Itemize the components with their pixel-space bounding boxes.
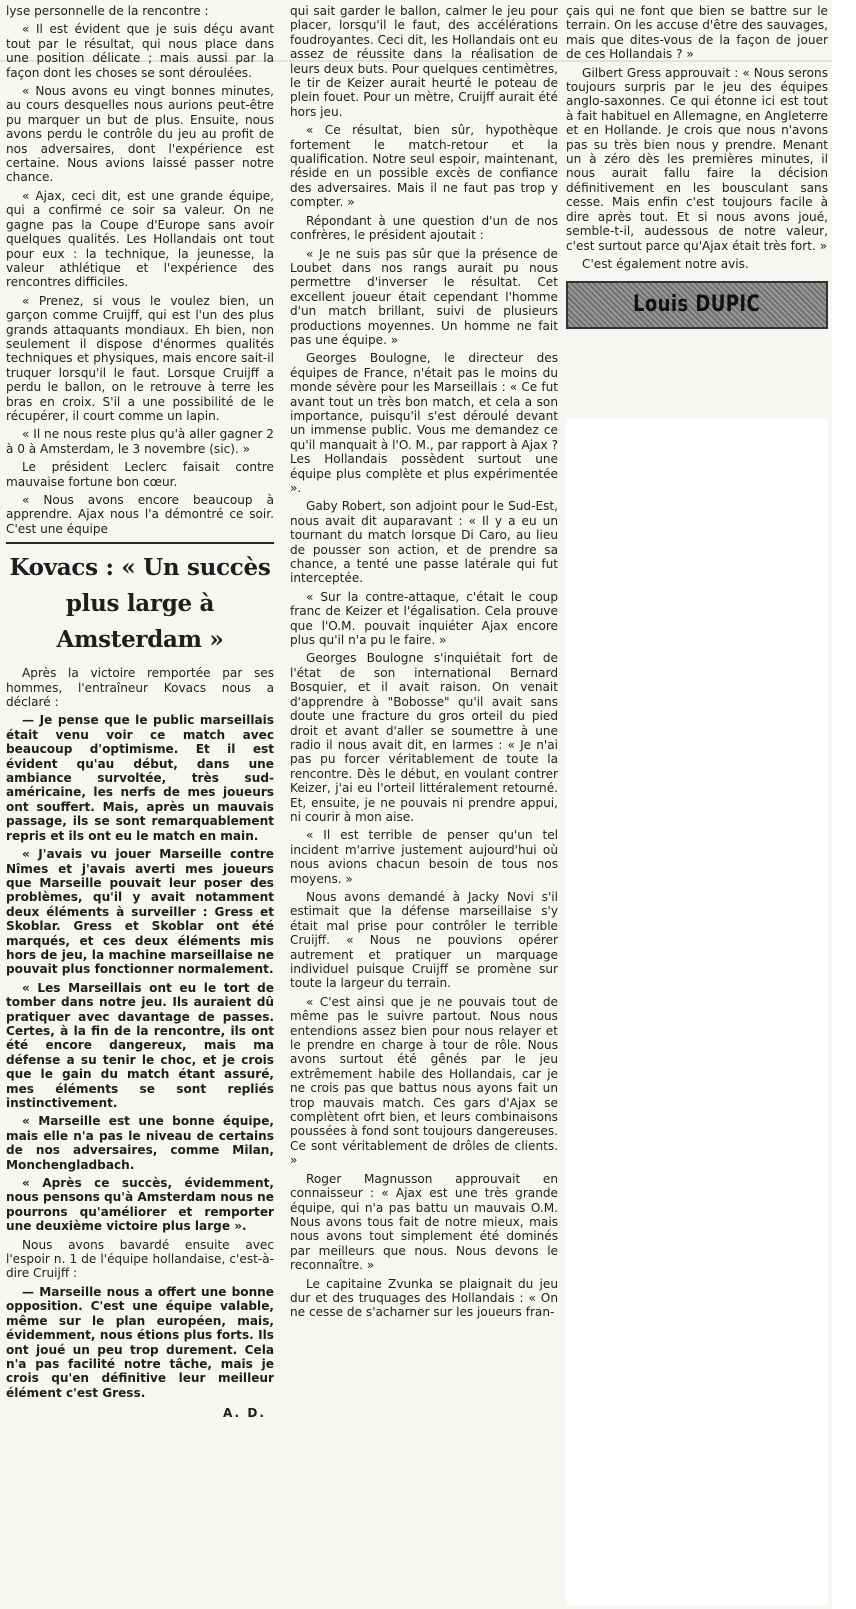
paragraph: Le président Leclerc faisait contre mauvaise fortune bon cœur. <box>6 460 274 489</box>
paragraph: Gaby Robert, son adjoint pour le Sud-Est, nous avait dit auparavant : « Il y a eu un tournant du match lorsque Di Caro, au lieu de pousser son action, et de prendre sa chance, a tenté une passe latérale qui fut interceptée. <box>290 499 558 586</box>
paragraph: « C'est ainsi que je ne pouvais tout de même pas le suivre partout. Nous nous entendions assez bien pour nous relayer et le prendre en charge à tour de rôle. Nous avons surtout été gênés par le jeu extrêmement habile des Hollandais, car je ne crois pas que battus nous ayons fait un trop mauvais match. Ces gars d'Ajax se complètent ofrt bien, et leurs combinaisons poussées à fond sont toujours dangereuses. Ce sont véritablement de drôles de clients. » <box>290 994 558 1168</box>
paragraph: « Sur la contre-attaque, c'était le coup franc de Keizer et l'égalisation. Cela prouve que l'O.M. pouvait inquiéter Ajax encore plus qu'il n'a pu le faire. » <box>290 589 558 648</box>
kovacs-quote <box>6 713 274 1233</box>
column-1 <box>6 4 274 1604</box>
paragraph: « Il est terrible de penser qu'un tel incident m'arrive justement aujourd'hui où nous avions chacun besoin de tous nos moyens. » <box>290 828 558 886</box>
paragraph: « Je ne suis pas sûr que la présence de Loubet dans nos rangs aurait pu nous permettre d'inverser le résultat. Cet excellent joueur était cependant l'homme d'un match brillant, suivi de plusieurs productions moyennes. Un homme ne fait pas une équipe. » <box>290 246 558 347</box>
intro-paragraph: Après la victoire remportée par ses hommes, l'entraîneur Kovacs nous a déclaré : <box>6 666 274 710</box>
paragraph: — Je pense que le public marseillais était venu voir ce match avec beaucoup d'optimisme. Et il est évident qu'au début, dans une ambiance survoltée, très sud-américaine, les nerfs de mes joueurs ont souffert. Mais, après un mauvais passage, ils se sont remarquablement repris et ils ont eu le match en main. <box>6 713 274 843</box>
paragraph: « Ajax, ceci dit, est une grande équipe, qui a confirmé ce soir sa valeur. On ne gagne pas la Coupe d'Europe sans avoir quelques qualités. Les Hollandais ont tout pour eux : la technique, la jeunesse, la valeur athlétique et l'expérience des rencontres difficiles. <box>6 188 274 290</box>
paragraph: Gilbert Gress approuvait : « Nous serons toujours surpris par le jeu des équipes anglo-saxonnes. Ce qui étonne ici est tout à fait habituel en Allemagne, en Angleterre et en Hollande. Je crois que nous n'avons pas su très bien nous y prendre. Menant un à zéro dès les premières minutes, il nous aurait fallu faire la décision définitivement en les bousculant sans cesse. Mais enfin c'est toujours facile à dire après tout. Et si nous avons joué, semble-t-il, audessous de notre valeur, c'est surtout parce qu'Ajax était très fort. » <box>566 65 828 253</box>
paragraph: C'est également notre avis. <box>582 256 749 271</box>
author-signature-box <box>566 281 828 329</box>
column-2 <box>290 4 558 1609</box>
headline: Kovacs : « Un succès plus large à Amsterdam » <box>9 554 271 654</box>
paragraph: Nous avons bavardé ensuite avec l'espoir n. 1 de l'équipe hollandaise, c'est-à-dire Cruijff : <box>6 1237 274 1281</box>
paragraph: Georges Boulogne, le directeur des équipes de France, n'était pas le moins du monde sévère pour les Marseillais : « Ce fut avant tout un très bon match, et cela a son importance, puisqu'il s'est déroulé devant un immense public. Vous me demandez ce qu'il manquait à l'O. M., par rapport à Ajax ? Les Hollandais possèdent surtout une équipe plus complète et plus expérimentée ». <box>290 351 558 495</box>
paragraph: Le capitaine Zvunka se plaignait du jeu dur et des truquages des Hollandais : « On ne cesse de s'acharner sur les joueurs fran- <box>290 1276 558 1320</box>
page-edge <box>832 0 856 1609</box>
author-name: Louis DUPIC <box>633 292 761 318</box>
column-3 <box>566 4 828 414</box>
paragraph: — Marseille nous a offert une bonne opposition. C'est une équipe valable, même sur le plan européen, mais, évidemment, nous étions plus forts. Ils ont joué un peu trop durement. Cela n'a pas facilité notre tâche, mais je crois qu'en définitive leur meilleur élément c'est Gress. <box>6 1284 274 1400</box>
paragraph: qui sait garder le ballon, calmer le jeu pour placer, lorsqu'il le faut, des accélérations foudroyantes. Ceci dit, les Hollandais ont eu assez de réussite dans la réalisation de leurs deux buts. Pour quelques centimètres, le tir de Keizer aurait heurté le poteau de plein fouet. Pour un mètre, Cruijff aurait été hors jeu. <box>290 4 558 119</box>
paragraph: « Nous avons encore beaucoup à apprendre. Ajax nous l'a démontré ce soir. C'est une équipe <box>6 493 274 536</box>
paragraph: çais qui ne font que bien se battre sur le terrain. On les accuse d'être des sauvages, mais que dites-vous de la façon de jouer de ces Hollandais ? » <box>566 4 828 62</box>
paragraph: « Il est évident que je suis déçu avant tout par le résultat, qui nous place dans une position délicate ; mais aussi par la façon dont les choses se sont déroulées. <box>6 22 274 80</box>
paragraph: « Il ne nous reste plus qu'à aller gagner 2 à 0 à Amsterdam, le 3 novembre (sic). » <box>6 427 274 456</box>
paragraph: « Nous avons eu vingt bonnes minutes, au cours desquelles nous aurions peut-être pu marquer un but de plus. Ensuite, nous avons perdu le contrôle du jeu au profit de nos adversaires, dont l'expérience est certaine. Nous avions laissé passer notre chance. <box>6 84 274 185</box>
paragraph: Georges Boulogne s'inquiétait fort de l'état de son international Bernard Bosquier, et il avait raison. On venait d'apprendre à "Bobosse" qu'il avait sans doute une fracture du gros orteil du pied droit et avant d'aller se soumettre à une radio il nous avait dit, en larmes : « Je n'ai pas pu forcer véritablement de toute la rencontre. Dès le début, en voulant contrer Keizer, j'ai eu l'orteil littéralement retourné. Et, ensuite, je ne pouvais ni prendre appui, ni courir à mon aise. <box>290 651 558 824</box>
paragraph: Répondant à une question d'un de nos confrères, le président ajoutait : <box>290 213 558 243</box>
blank-area <box>566 418 828 1606</box>
paragraph: Roger Magnusson approuvait en connaisseur : « Ajax est une très grande équipe, qui n'a pas battu un mauvais O.M. Nous avons tous fait de notre mieux, mais nous avons tout simplement été dominés par meilleurs que nous. Nous devons le reconnaître. » <box>290 1171 558 1273</box>
paragraph: Nous avons demandé à Jacky Novi s'il estimait que la défense marseillaise s'y était mal prise pour contrôler le terrible Cruijff. « Nous ne pouvions opérer autrement et pratiquer un marquage individuel puisque Cruijff se promène sur toute la largeur du terrain. <box>290 889 558 991</box>
paragraph: « J'avais vu jouer Marseille contre Nîmes et j'avais averti mes joueurs que Marseille pouvait leur poser des problèmes, qu'il y avait notamment deux éléments à surveiller : Gress et Skoblar. Gress et Skoblar ont été marqués, et ces deux éléments mis hors de jeu, la machine marseillaise ne pouvait plus fonctionner normalement. <box>6 847 274 977</box>
paragraph: lyse personnelle de la rencontre : <box>6 4 209 18</box>
section-divider <box>6 542 274 544</box>
paragraph: « Après ce succès, évidemment, nous pensons qu'à Amsterdam nous ne pourrons qu'améliorer et remporter une deuxième victoire plus large ». <box>6 1176 274 1234</box>
paragraph: « Les Marseillais ont eu le tort de tomber dans notre jeu. Ils auraient dû pratiquer avec davantage de passes. Certes, à la fin de la rencontre, ils ont été encore dangereux, mais ma défense a su tenir le choc, et je crois que le gain du match étant assuré, mes éléments se sont repliés instinctivement. <box>6 980 274 1110</box>
cruijff-quote <box>6 1285 274 1400</box>
paragraph: « Marseille est une bonne équipe, mais elle n'a pas le niveau de certains de nos adversaires, comme Milan, Monchengladbach. <box>6 1114 274 1172</box>
paragraph: « Ce résultat, bien sûr, hypothèque fortement le match-retour et la qualification. Notre seul espoir, maintenant, réside en un possible excès de confiance des adversaires. Mais il ne faut pas trop y compter. » <box>290 123 558 210</box>
signature-initials: A. D. <box>222 1406 266 1421</box>
paragraph: « Prenez, si vous le voulez bien, un garçon comme Cruijff, qui est l'un des plus grands attaquants mondiaux. Eh bien, non seulement il dispose d'énormes qualités techniques et physiques, mais encore sait-il truquer lorsqu'il le faut. Lorsque Cruijff a perdu le ballon, on le retrouve à terre les bras en croix. S'il a une possibilité de le récupérer, il court comme un lapin. <box>6 293 274 423</box>
